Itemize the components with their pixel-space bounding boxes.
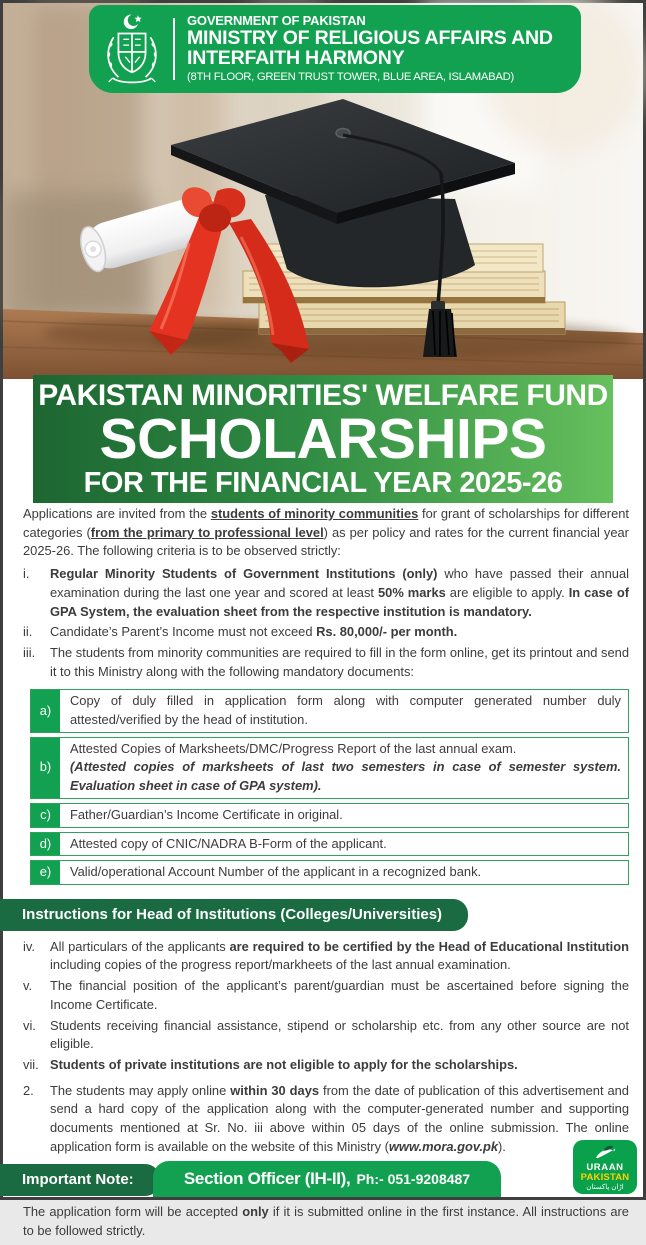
dove-icon [593,1143,617,1163]
instruction-item [23,938,629,975]
item-text: The students from minority communities are required to fill in the form online, get its printout and send it to this Ministry along with the following mandatory documents: [50,644,629,679]
item-number: vii. [23,1056,39,1072]
table-row [30,832,629,857]
item-text: Candidate’s Parent’s Income must not exceed Rs. 80,000/- per month. [50,624,458,640]
instruction-item [23,1017,629,1054]
item-text: Students of private institutions are not eligible to apply for the scholarships. [50,1056,518,1072]
intro-paragraph: Applications are invited from the students of minority communities for grant of scholarships for different categories (from the primary to professional level) as per policy and rates for the current financial year 2025-26. The following criteria is to be observed strictly: [23,506,629,559]
scholarships-title: SCHOLARSHIPS [99,407,547,472]
title-banner [33,375,613,503]
item-number: vi. [23,1017,36,1033]
government-label: GOVERNMENT OF PAKISTAN [187,13,366,29]
item-number: iii. [23,644,36,660]
instructions-heading: Instructions for Head of Institutions (Colleges/Universities) [0,899,468,931]
item-text: The students may apply online within 30 days from the date of publication of this advertisement and send a hard copy of the application along with the computer-generated number and supporting documents mentioned at Sr. No. iii above within 05 days of the online submission. The online application form is available on the website of this Ministry (www.mora.gov.pk). [50,1082,629,1154]
row-label: b) [31,738,63,798]
instruction-item [23,1056,629,1075]
uraan-urdu-label: اڑان پاکستان [586,1183,624,1191]
table-row [30,737,629,799]
table-row [30,803,629,828]
uraan-pakistan-logo [573,1140,637,1194]
row-text: Father/Guardian’s Income Certificate in original. [70,806,343,822]
row-label: c) [31,804,63,827]
important-note-heading: Important Note: [0,1164,160,1196]
pakistan-state-emblem-icon [101,12,163,86]
important-note-text: The application form will be accepted only if it is submitted online in the first instance. All instructions are to be followed strictly. [23,1204,629,1238]
ministry-name-line2: INTERFAITH HARMONY [187,47,405,70]
table-row [30,860,629,885]
table-row [30,689,629,732]
row-label: e) [31,861,63,884]
row-text: Attested Copies of Marksheets/DMC/Progress Report of the last annual exam. (Attested copies of marksheets of last two semesters in case of semester system. Evaluation sheet in case of GPA system). [70,740,621,794]
ministry-header [89,5,581,93]
uraan-label: URAAN [586,1161,624,1173]
row-text: Copy of duly filled in application form along with computer generated number duly attested/verified by the head of institution. [70,693,621,728]
criterion-item [23,565,629,621]
row-text: Valid/operational Account Number of the applicant in a recognized bank. [70,864,482,880]
header-divider [173,18,175,80]
item-number: 2. [23,1082,34,1098]
uraan-pakistan-label: PAKISTAN [580,1171,630,1183]
criterion-item [23,644,629,681]
item-text: Regular Minority Students of Government Institutions (only) who have passed their annual examination during the last one year and scored at least 50% marks are eligible to apply. In case of GPA System, the evaluation sheet from the respective institution is mandatory. [50,566,629,619]
criterion-item [23,623,629,642]
financial-year-title: FOR THE FINANCIAL YEAR 2025-26 [83,467,563,500]
ministry-name-line1: MINISTRY OF RELIGIOUS AFFAIRS AND [187,27,553,50]
item-number: i. [23,566,30,582]
instruction-item [23,1082,629,1157]
ministry-address: (8TH FLOOR, GREEN TRUST TOWER, BLUE AREA, ISLAMABAD) [187,71,514,84]
row-text: Attested copy of CNIC/NADRA B-Form of the applicant. [70,835,387,851]
fund-title: PAKISTAN MINORITIES' WELFARE FUND [38,378,608,412]
row-label: a) [31,690,63,731]
section-officer-label: Section Officer (IH-II), [183,1169,351,1188]
item-number: iv. [23,938,35,954]
row-label: d) [31,833,63,856]
item-number: ii. [23,624,33,640]
phone-number: Ph:- 051-9208487 [356,1171,471,1187]
item-text: Students receiving financial assistance, stipend or scholarship etc. from any other source are not eligible. [50,1017,629,1052]
item-text: All particulars of the applicants are required to be certified by the Head of Educational Institution including copies of the progress report/markheets of the last annual examination. [50,938,629,973]
contact-bar [153,1161,501,1197]
item-number: v. [23,978,33,994]
mandatory-documents-table [30,689,629,885]
body-content [23,505,629,1245]
item-text: The financial position of the applicant’s parent/guardian must be ascertained before signing the Income Certificate. [50,978,629,1012]
instruction-item [23,977,629,1014]
